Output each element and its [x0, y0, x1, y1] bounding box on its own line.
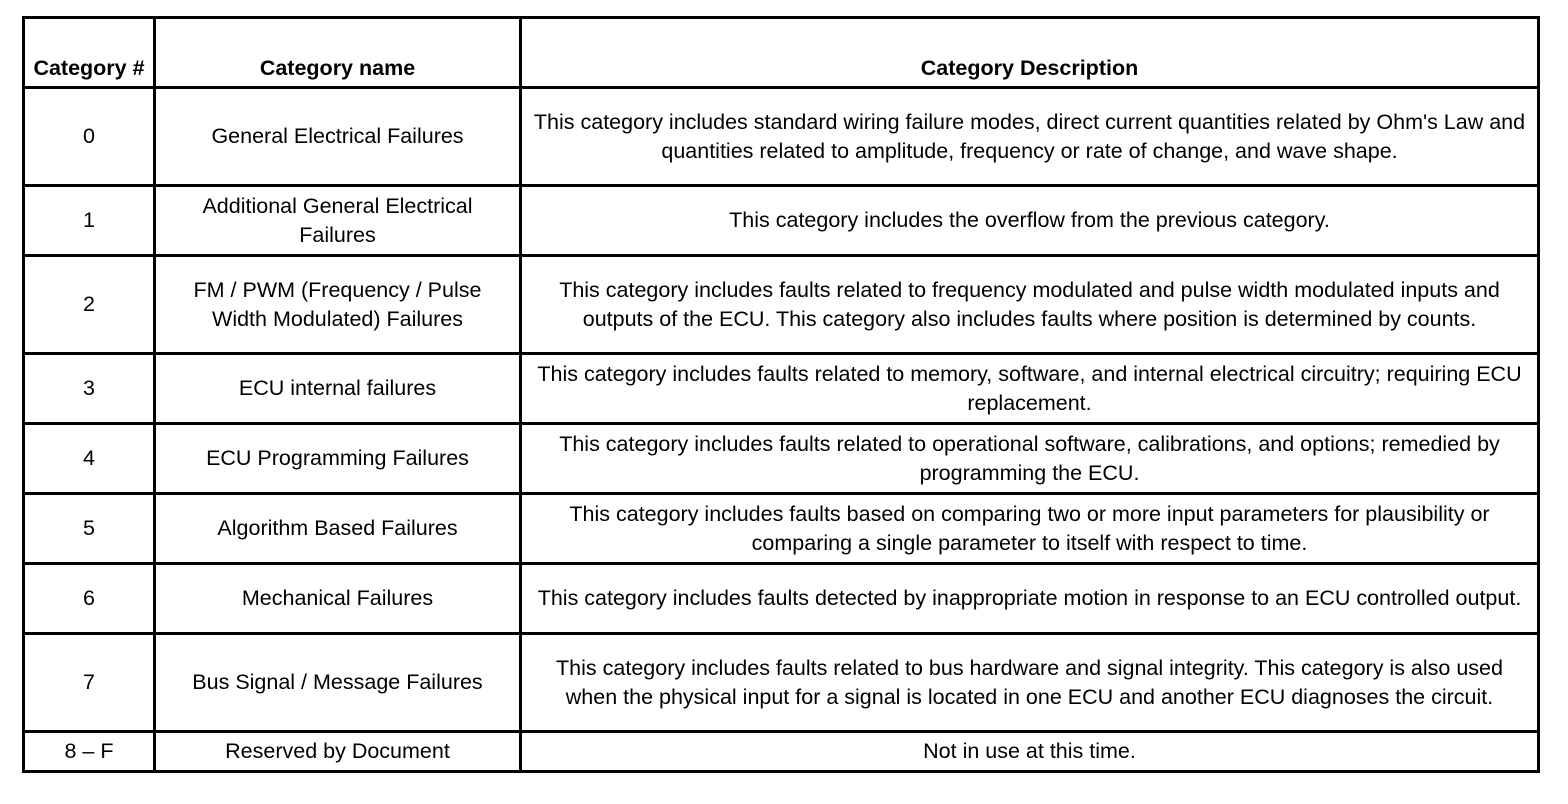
category-name-cell: Bus Signal / Message Failures: [155, 634, 521, 732]
header-category-description: Category Description: [521, 18, 1539, 88]
category-description-cell: This category includes faults based on comparing two or more input parameters for plausibility or comparing a single parameter to itself with respect to time.: [521, 494, 1539, 564]
table-row: [24, 424, 1539, 494]
header-category-number: Category #: [24, 18, 155, 88]
category-number-cell: 4: [24, 424, 155, 494]
category-number-cell: 1: [24, 186, 155, 256]
category-name-cell: ECU Programming Failures: [155, 424, 521, 494]
table-row: [24, 634, 1539, 732]
category-description-cell: Not in use at this time.: [521, 732, 1539, 772]
category-description-cell: This category includes faults detected by inappropriate motion in response to an ECU controlled output.: [521, 564, 1539, 634]
table-row: [24, 564, 1539, 634]
table-row: [24, 354, 1539, 424]
category-description-cell: This category includes the overflow from the previous category.: [521, 186, 1539, 256]
category-name-cell: Mechanical Failures: [155, 564, 521, 634]
category-description-cell: This category includes faults related to bus hardware and signal integrity. This category is also used when the physical input for a signal is located in one ECU and another ECU diagnoses the circuit.: [521, 634, 1539, 732]
category-name-cell: Additional General Electrical Failures: [155, 186, 521, 256]
category-number-cell: 0: [24, 88, 155, 186]
table-row: [24, 186, 1539, 256]
category-name-cell: General Electrical Failures: [155, 88, 521, 186]
header-row: [24, 18, 1539, 88]
category-table: [22, 16, 1540, 773]
category-number-cell: 8 – F: [24, 732, 155, 772]
category-name-cell: ECU internal failures: [155, 354, 521, 424]
category-description-cell: This category includes faults related to frequency modulated and pulse width modulated inputs and outputs of the ECU. This category also includes faults where position is determined by counts.: [521, 256, 1539, 354]
table-row: [24, 256, 1539, 354]
table-row: [24, 88, 1539, 186]
category-description-cell: This category includes faults related to operational software, calibrations, and options; remedied by programming the ECU.: [521, 424, 1539, 494]
category-name-cell: FM / PWM (Frequency / Pulse Width Modulated) Failures: [155, 256, 521, 354]
category-number-cell: 6: [24, 564, 155, 634]
category-name-cell: Reserved by Document: [155, 732, 521, 772]
category-number-cell: 2: [24, 256, 155, 354]
category-table-container: [22, 16, 1540, 773]
table-row: [24, 732, 1539, 772]
category-description-cell: This category includes faults related to memory, software, and internal electrical circuitry; requiring ECU replacement.: [521, 354, 1539, 424]
category-number-cell: 7: [24, 634, 155, 732]
category-description-cell: This category includes standard wiring failure modes, direct current quantities related by Ohm's Law and quantities related to amplitude, frequency or rate of change, and wave shape.: [521, 88, 1539, 186]
category-number-cell: 3: [24, 354, 155, 424]
table-row: [24, 494, 1539, 564]
category-number-cell: 5: [24, 494, 155, 564]
category-name-cell: Algorithm Based Failures: [155, 494, 521, 564]
header-category-name: Category name: [155, 18, 521, 88]
